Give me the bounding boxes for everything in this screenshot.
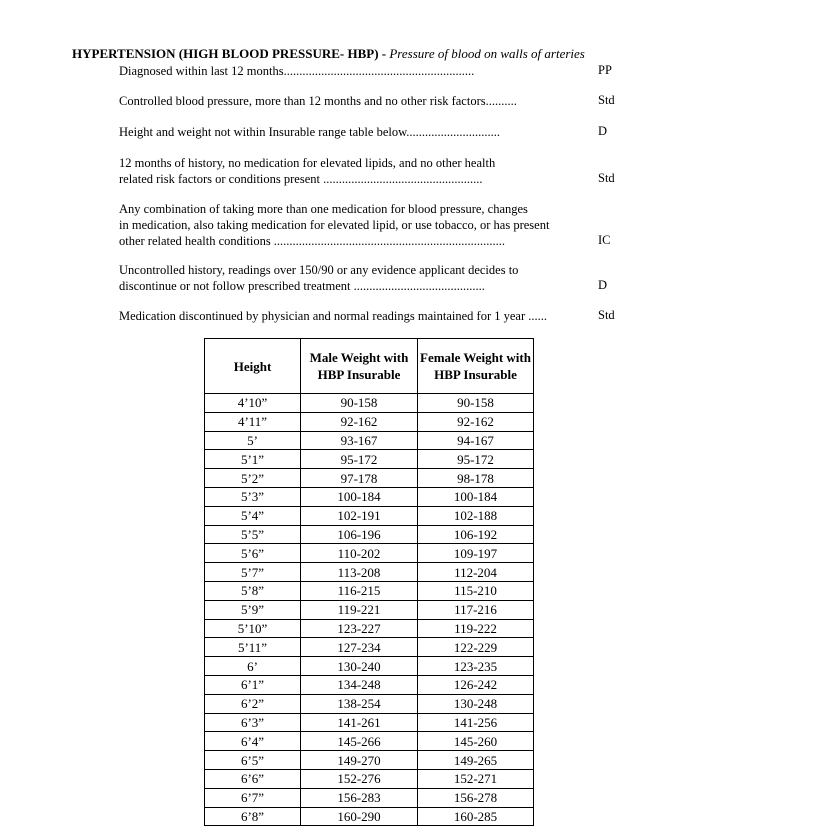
cell-height: 4’10” xyxy=(205,394,301,413)
cell-female-weight: 115-210 xyxy=(418,581,534,600)
cell-height: 6’2” xyxy=(205,694,301,713)
cell-male-weight: 113-208 xyxy=(301,563,418,582)
rating-code: D xyxy=(598,278,608,292)
cell-female-weight: 156-278 xyxy=(418,788,534,807)
table-row xyxy=(205,450,534,469)
cell-height: 5’8” xyxy=(205,581,301,600)
column-header-height: Height xyxy=(205,339,301,394)
cell-height: 6’5” xyxy=(205,751,301,770)
table-row xyxy=(205,563,534,582)
table-row xyxy=(205,394,534,413)
cell-height: 5’1” xyxy=(205,450,301,469)
cell-female-weight: 149-265 xyxy=(418,751,534,770)
cell-female-weight: 98-178 xyxy=(418,469,534,488)
cell-male-weight: 152-276 xyxy=(301,769,418,788)
rule-item xyxy=(119,262,561,294)
cell-male-weight: 116-215 xyxy=(301,581,418,600)
cell-male-weight: 92-162 xyxy=(301,412,418,431)
heading-title: HYPERTENSION (HIGH BLOOD PRESSURE- HBP) - xyxy=(72,46,387,61)
cell-female-weight: 152-271 xyxy=(418,769,534,788)
cell-height: 5’4” xyxy=(205,506,301,525)
table-row xyxy=(205,657,534,676)
rating-code: PP xyxy=(598,63,612,77)
cell-height: 6’3” xyxy=(205,713,301,732)
cell-male-weight: 141-261 xyxy=(301,713,418,732)
rule-item xyxy=(119,308,589,324)
table-row xyxy=(205,694,534,713)
cell-height: 6’4” xyxy=(205,732,301,751)
cell-female-weight: 160-285 xyxy=(418,807,534,826)
cell-male-weight: 160-290 xyxy=(301,807,418,826)
cell-height: 6’6” xyxy=(205,769,301,788)
cell-male-weight: 106-196 xyxy=(301,525,418,544)
cell-female-weight: 122-229 xyxy=(418,638,534,657)
cell-female-weight: 145-260 xyxy=(418,732,534,751)
cell-height: 5’5” xyxy=(205,525,301,544)
rating-code: Std xyxy=(598,308,615,322)
cell-height: 6’7” xyxy=(205,788,301,807)
cell-height: 5’6” xyxy=(205,544,301,563)
rule-item xyxy=(119,155,561,187)
cell-female-weight: 109-197 xyxy=(418,544,534,563)
rule-text: 12 months of history, no medication for elevated lipids, and no other health related risk factors or conditions present ................................................... xyxy=(119,156,496,186)
rule-text: Height and weight not within Insurable range table below.............................. xyxy=(119,125,501,139)
table-row xyxy=(205,600,534,619)
cell-male-weight: 130-240 xyxy=(301,657,418,676)
cell-male-weight: 102-191 xyxy=(301,506,418,525)
table-row xyxy=(205,619,534,638)
table-row xyxy=(205,506,534,525)
cell-female-weight: 95-172 xyxy=(418,450,534,469)
table-row xyxy=(205,638,534,657)
rule-item xyxy=(119,93,561,109)
cell-male-weight: 97-178 xyxy=(301,469,418,488)
height-weight-table xyxy=(204,338,534,826)
rating-code: IC xyxy=(598,233,611,247)
cell-female-weight: 94-167 xyxy=(418,431,534,450)
cell-height: 5’11” xyxy=(205,638,301,657)
rule-text: Medication discontinued by physician and normal readings maintained for 1 year ...... xyxy=(119,309,548,323)
cell-height: 6’1” xyxy=(205,675,301,694)
cell-male-weight: 110-202 xyxy=(301,544,418,563)
cell-height: 5’7” xyxy=(205,563,301,582)
cell-height: 5’3” xyxy=(205,487,301,506)
table-row xyxy=(205,469,534,488)
table-row xyxy=(205,788,534,807)
cell-height: 4’11” xyxy=(205,412,301,431)
rule-item xyxy=(119,63,561,79)
table-row xyxy=(205,525,534,544)
column-header-female-weight: Female Weight with HBP Insurable xyxy=(418,339,534,394)
rating-code: Std xyxy=(598,171,615,185)
cell-male-weight: 90-158 xyxy=(301,394,418,413)
cell-female-weight: 112-204 xyxy=(418,563,534,582)
cell-female-weight: 130-248 xyxy=(418,694,534,713)
cell-height: 5’ xyxy=(205,431,301,450)
column-header-male-weight: Male Weight with HBP Insurable xyxy=(301,339,418,394)
cell-height: 6’ xyxy=(205,657,301,676)
cell-male-weight: 145-266 xyxy=(301,732,418,751)
rule-text: Uncontrolled history, readings over 150/90 or any evidence applicant decides to discontinue or not follow prescribed treatment .......................................... xyxy=(119,263,519,293)
table-row xyxy=(205,751,534,770)
table-row xyxy=(205,487,534,506)
table-row xyxy=(205,581,534,600)
cell-female-weight: 141-256 xyxy=(418,713,534,732)
cell-height: 5’10” xyxy=(205,619,301,638)
cell-height: 5’9” xyxy=(205,600,301,619)
cell-male-weight: 95-172 xyxy=(301,450,418,469)
table-row xyxy=(205,713,534,732)
rule-text: Diagnosed within last 12 months............................................................. xyxy=(119,64,475,78)
heading-subtitle: Pressure of blood on walls of arteries xyxy=(389,46,585,61)
table-row xyxy=(205,769,534,788)
cell-height: 6’8” xyxy=(205,807,301,826)
cell-male-weight: 93-167 xyxy=(301,431,418,450)
rule-item xyxy=(119,124,561,140)
cell-male-weight: 138-254 xyxy=(301,694,418,713)
table-row xyxy=(205,675,534,694)
cell-male-weight: 127-234 xyxy=(301,638,418,657)
cell-male-weight: 100-184 xyxy=(301,487,418,506)
cell-female-weight: 90-158 xyxy=(418,394,534,413)
cell-male-weight: 134-248 xyxy=(301,675,418,694)
rating-code: Std xyxy=(598,93,615,107)
rule-text: Controlled blood pressure, more than 12 months and no other risk factors.......... xyxy=(119,94,517,108)
rating-code: D xyxy=(598,124,608,138)
cell-female-weight: 117-216 xyxy=(418,600,534,619)
cell-female-weight: 92-162 xyxy=(418,412,534,431)
cell-male-weight: 123-227 xyxy=(301,619,418,638)
table-row xyxy=(205,431,534,450)
table-row xyxy=(205,544,534,563)
rule-item xyxy=(119,201,561,249)
cell-female-weight: 102-188 xyxy=(418,506,534,525)
cell-female-weight: 100-184 xyxy=(418,487,534,506)
section-heading xyxy=(72,46,585,62)
cell-female-weight: 123-235 xyxy=(418,657,534,676)
cell-male-weight: 119-221 xyxy=(301,600,418,619)
cell-height: 5’2” xyxy=(205,469,301,488)
cell-female-weight: 106-192 xyxy=(418,525,534,544)
table-row xyxy=(205,732,534,751)
cell-female-weight: 119-222 xyxy=(418,619,534,638)
cell-male-weight: 156-283 xyxy=(301,788,418,807)
table-row xyxy=(205,807,534,826)
table-row xyxy=(205,412,534,431)
cell-female-weight: 126-242 xyxy=(418,675,534,694)
cell-male-weight: 149-270 xyxy=(301,751,418,770)
rule-text: Any combination of taking more than one medication for blood pressure, changes in medication, also taking medication for elevated lipid, or use tobacco, or has present other related health conditions .......................................................................... xyxy=(119,202,550,248)
